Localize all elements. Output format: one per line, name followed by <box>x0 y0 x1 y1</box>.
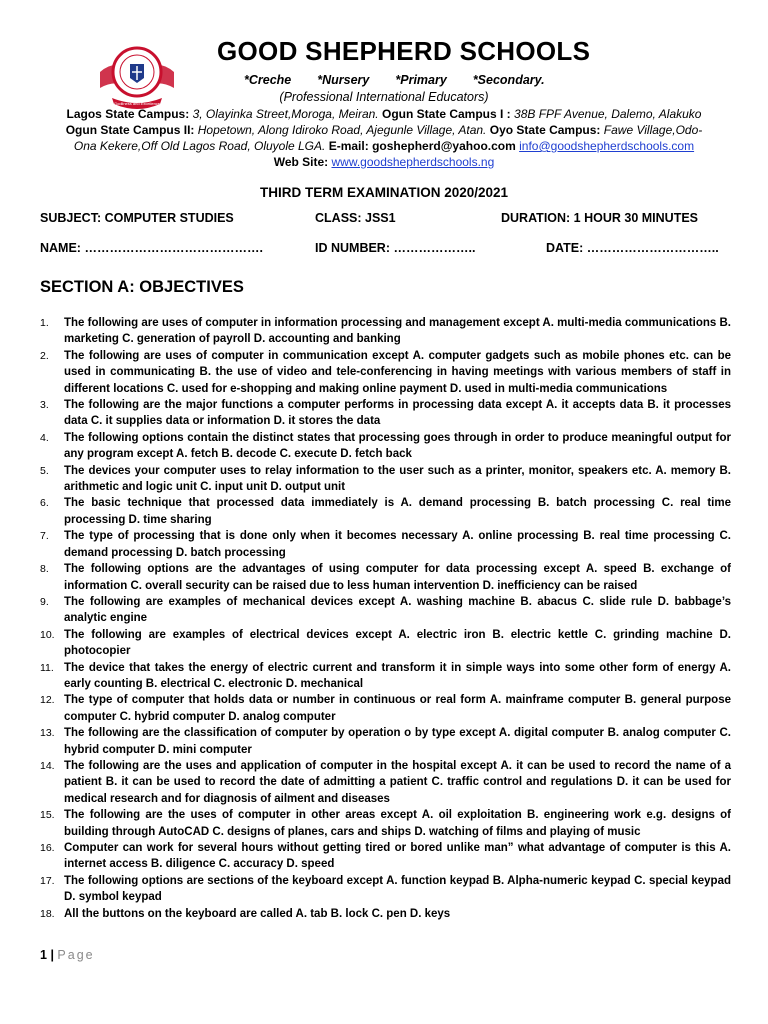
question-number: 13. <box>40 727 55 740</box>
oyo-campus-address-cont: Ona Kekere,Off Old Lagos Road, Oluyole LGA. <box>73 139 326 153</box>
address-line-3 <box>36 138 732 154</box>
question-text: The following are uses of computer in communication except A. computer gadgets such as mobile phones etc. can be used in communicating B. the use of video and tele-conferencing in having meetings with various members of staff in different locations C. used for e-shopping and making online payment D. used in multi-media communications <box>64 349 731 395</box>
oyo-campus-address: Fawe Village,Odo- <box>603 123 703 137</box>
question-item <box>40 463 731 496</box>
logo-lettering: Godliness and Excellence <box>113 101 161 106</box>
website-link[interactable]: www.goodshepherdschools.ng <box>331 155 495 169</box>
question-item <box>40 561 731 594</box>
question-item <box>40 758 731 807</box>
question-number: 15. <box>40 809 55 822</box>
question-item <box>40 315 731 348</box>
question-number: 11. <box>40 661 54 674</box>
question-text: The device that takes the energy of electric current and transform it in simple ways into some other form of energy A. early counting B. electrical C. electronic D. mechanical <box>64 661 731 690</box>
name-field: NAME: ……………………………………. <box>40 241 263 255</box>
lagos-campus-address: 3, Olayinka Street,Moroga, Meiran. <box>192 107 379 121</box>
question-text: The following are the major functions a computer performs in processing data except A. it accepts data B. it processes data C. it supplies data or information D. it stores the data <box>64 399 731 428</box>
question-item <box>40 906 731 922</box>
level-secondary: *Secondary. <box>472 73 545 87</box>
ogun-campus-2-address: Hopetown, Along Idiroko Road, Ajegunle Village, Atan. <box>197 123 487 137</box>
duration-field: DURATION: 1 HOUR 30 MINUTES <box>501 211 699 225</box>
question-number: 5. <box>40 464 49 477</box>
question-text: The following options are the advantages of using computer for data processing except A. speed B. exchange of information C. overall security can be raised due to less human intervention D. inefficiency can be raised <box>64 563 731 592</box>
question-text: The type of processing that is done only when it becomes necessary A. online processing B. real time processing C. demand processing D. batch processing <box>64 530 731 559</box>
date-field: DATE: ………………………….. <box>546 241 719 255</box>
question-item <box>40 627 731 660</box>
email-yahoo: goshepherd@yahoo.com <box>372 139 516 153</box>
section-title: SECTION A: OBJECTIVES <box>40 278 244 296</box>
address-line-2 <box>36 122 732 138</box>
page-footer <box>40 948 95 962</box>
level-nursery: *Nursery <box>317 73 370 87</box>
question-number: 14. <box>40 759 55 772</box>
question-text: The following are the uses and application of computer in the hospital except A. it can be used to record the name of a patient B. it can be used to record the date of admitting a patient C. traffic control and regulations D. it can be used for medical research and for diagnosis of ailment and diseases <box>64 759 731 805</box>
question-text: The following are the uses of computer in other areas except A. oil exploitation B. engineering work e.g. designs of building through AutoCAD C. designs of planes, cars and ships D. watching of films and playing of music <box>64 809 731 838</box>
question-item <box>40 397 731 430</box>
school-motto: (Professional International Educators) <box>279 90 489 104</box>
school-name: GOOD SHEPHERD SCHOOLS <box>217 36 591 66</box>
address-line-1 <box>36 106 732 122</box>
question-number: 8. <box>40 563 49 576</box>
question-number: 17. <box>40 874 55 887</box>
question-text: The type of computer that holds data or number in continuous or real form A. mainframe computer B. general purpose computer C. hybrid computer D. analog computer <box>64 694 731 723</box>
level-primary: *Primary <box>395 73 447 87</box>
question-number: 12. <box>40 694 55 707</box>
oyo-campus-label: Oyo State Campus: <box>489 123 601 137</box>
question-item <box>40 528 731 561</box>
subject-field: SUBJECT: COMPUTER STUDIES <box>40 211 234 225</box>
question-number: 18. <box>40 907 55 920</box>
question-text: The following are examples of mechanical devices except A. washing machine B. abacus C. slide rule D. babbage’s analytic engine <box>64 595 731 625</box>
question-number: 3. <box>40 399 49 412</box>
question-text: The following are the classification of computer by operation o by type except A. digital computer B. analog computer C. hybrid computer D. mini computer <box>64 727 731 756</box>
ogun-campus-1-label: Ogun State Campus I : <box>382 107 511 121</box>
email-link[interactable]: info@goodshepherdschools.com <box>519 139 695 153</box>
question-number: 6. <box>40 497 49 510</box>
class-field: CLASS: JSS1 <box>315 211 396 225</box>
question-item <box>40 348 731 397</box>
question-item <box>40 807 731 840</box>
question-text: The basic technique that processed data immediately is A. demand processing B. batch processing C. real time processing D. time sharing <box>64 497 731 526</box>
email-label: E-mail: <box>328 139 369 153</box>
level-creche: *Creche <box>244 73 292 87</box>
question-text: The devices your computer uses to relay information to the user such as a printer, monitor, speakers etc. A. memory B. arithmetic and logic unit C. input unit D. output unit <box>64 464 731 494</box>
question-text: The following are examples of electrical devices except A. electric iron B. electric kettle C. grinding machine D. photocopier <box>64 628 731 658</box>
question-item <box>40 430 731 463</box>
question-text: All the buttons on the keyboard are called A. tab B. lock C. pen D. keys <box>64 907 451 920</box>
address-line-4 <box>36 154 732 170</box>
question-number: 9. <box>40 595 49 608</box>
page-label: Page <box>57 948 95 962</box>
question-item <box>40 495 731 528</box>
page-separator: | <box>50 948 54 962</box>
question-text: The following options contain the distinct states that processing goes through in order to produce meaningful output for any program except A. fetch B. decode C. execute D. fetch back <box>64 431 731 461</box>
page-number: 1 <box>40 948 47 962</box>
question-item <box>40 725 731 758</box>
school-levels <box>244 73 571 87</box>
question-list <box>40 315 731 922</box>
id-number-field: ID NUMBER: ……………….. <box>315 241 476 255</box>
question-number: 7. <box>40 530 49 543</box>
ogun-campus-1-address: 38B FPF Avenue, Dalemo, Alakuko <box>514 107 702 121</box>
question-item <box>40 840 731 873</box>
question-number: 2. <box>40 349 49 362</box>
question-item <box>40 873 731 906</box>
question-item <box>40 660 731 693</box>
question-number: 16. <box>40 842 55 854</box>
ogun-campus-2-label: Ogun State Campus II: <box>65 123 195 137</box>
question-number: 1. <box>40 317 49 329</box>
question-text: The following options are sections of the keyboard except A. function keypad B. Alpha-numeric keypad C. special keypad D. symbol keypad <box>64 874 731 904</box>
question-text: Computer can work for several hours without getting tired or bored unlike man” what advantage of computer is this A. internet access B. diligence C. accuracy D. speed <box>64 842 731 871</box>
question-text: The following are uses of computer in information processing and management except A. multi-media communications B. marketing C. generation of payroll D. accounting and banking <box>64 317 731 346</box>
website-label: Web Site: <box>273 155 329 169</box>
question-number: 4. <box>40 431 49 444</box>
lagos-campus-label: Lagos State Campus: <box>66 107 190 121</box>
question-item <box>40 594 731 627</box>
question-item <box>40 692 731 725</box>
question-number: 10. <box>40 628 55 641</box>
exam-title: THIRD TERM EXAMINATION 2020/2021 <box>259 185 509 200</box>
